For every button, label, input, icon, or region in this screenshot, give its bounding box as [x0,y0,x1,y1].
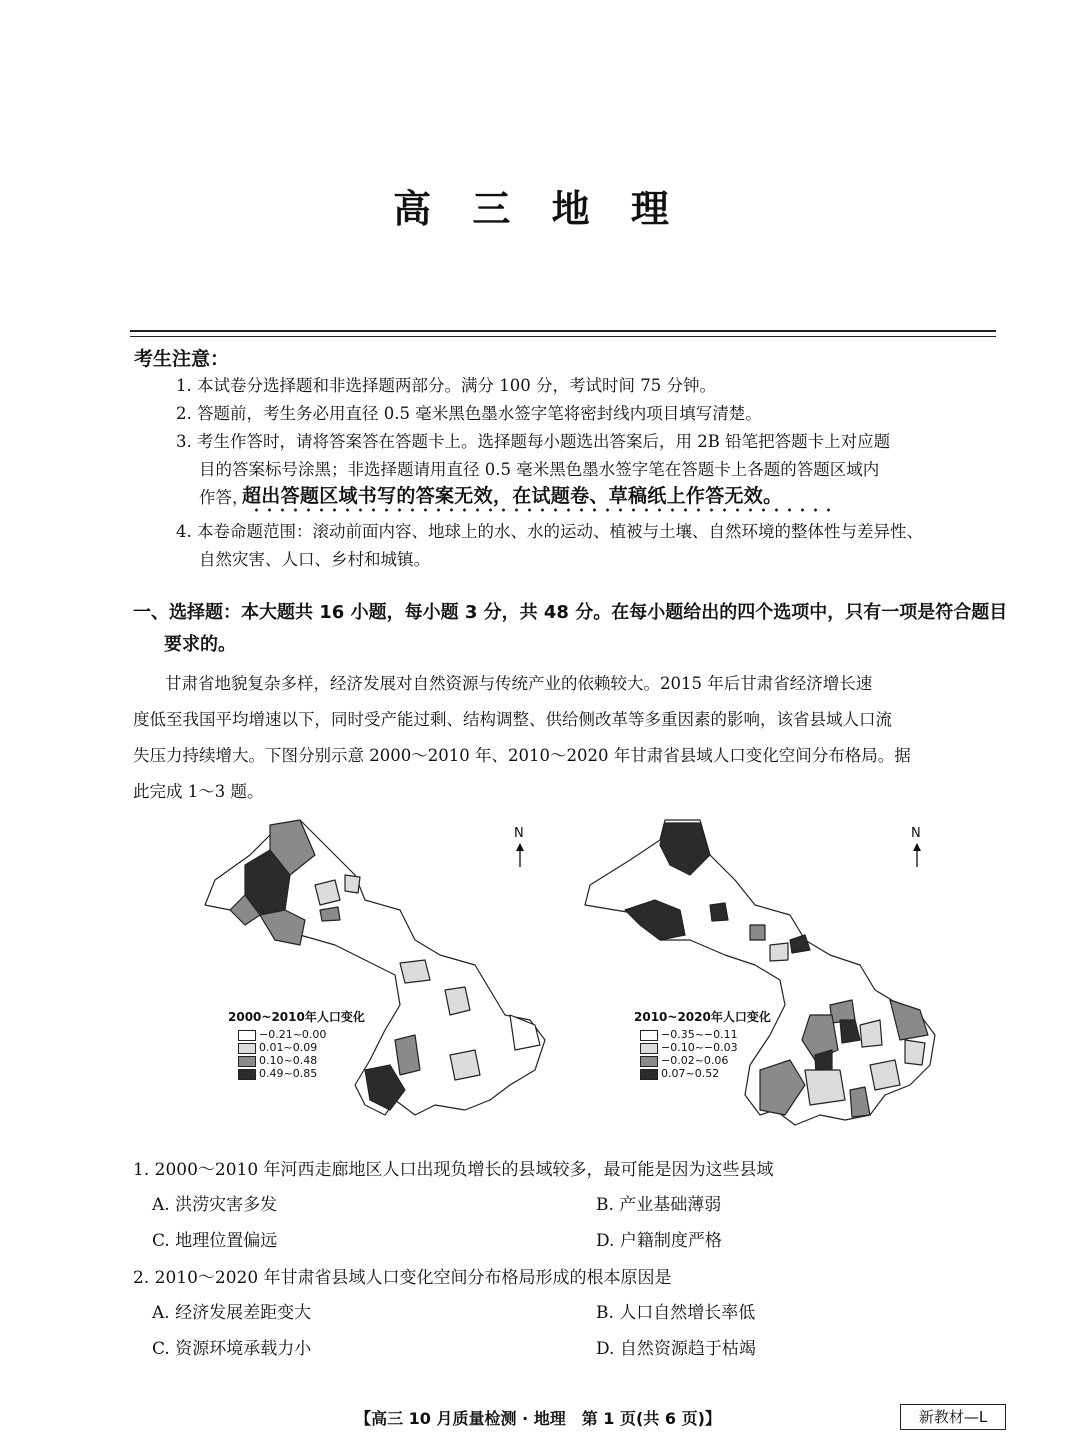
region-light-1 [315,880,340,905]
region-light-2 [860,1020,882,1047]
header-rule-thin [130,336,996,337]
question-2-option-b: B. 人口自然增长率低 [596,1303,756,1323]
question-1-option-c: C. 地理位置偏远 [152,1231,278,1251]
passage-line-2: 度低至我国平均增速以下，同时受产能过剩、结构调整、供给侧改革等多重因素的影响，该省县域人口流 [133,710,892,729]
region-light-4 [445,987,470,1015]
page-footer: 【高三 10 月质量检测 · 地理 第 1 页(共 6 页)】 [355,1409,721,1428]
notice-heading: 考生注意： [134,348,230,370]
north-arrow-icon [912,842,922,868]
legend-swatch [238,1069,256,1080]
legend-label: −0.21~0.00 [259,1028,327,1041]
legend-label: 0.10~0.48 [259,1054,318,1067]
question-2-option-c: C. 资源环境承载力小 [152,1339,312,1359]
region-light-1 [770,943,788,961]
legend-label: −0.02~0.06 [661,1054,729,1067]
passage-line-3: 失压力持续增大。下图分别示意 2000～2010 年、2010～2020 年甘肃省县域人口变化空间分布格局。据 [133,746,911,765]
notice-item-3-cont: 目的答案标号涂黑；非选择题请用直径 0.5 毫米黑色墨水签字笔在答题卡上各题的答题区域内 [199,460,880,479]
question-2-option-a: A. 经济发展差距变大 [152,1303,312,1323]
region-light-5 [870,1060,900,1090]
legend-swatch [640,1069,658,1080]
north-label-right: N [911,826,921,841]
legend-item [640,1054,728,1067]
question-2-stem: 2. 2010～2020 年甘肃省县域人口变化空间分布格局形成的根本原因是 [133,1268,672,1288]
legend-item [640,1028,738,1041]
north-arrow-icon [515,842,525,868]
notice-item-3: 3. 考生作答时，请将答案答在答题卡上。选择题每小题选出答案后，用 2B 铅笔把答题卡上对应题 [176,432,891,451]
question-1-stem: 1. 2000～2010 年河西走廊地区人口出现负增长的县域较多，最可能是因为这些县域 [133,1160,774,1180]
legend-item [238,1028,326,1041]
emphasis-dots [250,508,830,512]
passage-line-4: 此完成 1～3 题。 [133,782,264,801]
legend-item [238,1054,317,1067]
region-light-3 [400,960,430,983]
legend-swatch [238,1056,256,1067]
question-1-option-d: D. 户籍制度严格 [596,1231,722,1251]
legend-label: 0.01~0.09 [259,1041,318,1054]
legend-label: −0.10~−0.03 [661,1041,738,1054]
region-light-4 [805,1070,845,1105]
notice-item-4: 4. 本卷命题范围：滚动前面内容、地球上的水、水的运动、植被与土壤、自然环境的整体性与差异性、 [176,522,923,541]
legend-item [238,1041,317,1054]
region-dark-3 [710,903,728,921]
section-heading: 一、选择题：本大题共 16 小题，每小题 3 分，共 48 分。在每小题给出的四个选项中，只有一项是符合题目 [133,602,1008,623]
north-label-left: N [514,826,524,841]
region-light-2 [345,875,360,893]
legend-item [640,1041,738,1054]
legend-swatch [238,1030,256,1041]
legend-label: 0.49~0.85 [259,1067,318,1080]
legend-title-right: 2010~2020年人口变化 [634,1010,771,1024]
edition-badge: 新教材—L [900,1404,1006,1430]
legend-item [238,1067,317,1080]
header-rule-thick [130,330,996,332]
region-mid-4 [320,907,340,921]
notice-item-3-end: 作答， [199,488,249,507]
page-title: 高 三 地 理 [393,186,683,231]
question-1-option-a: A. 洪涝灾害多发 [152,1195,278,1215]
notice-item-1: 1. 本试卷分选择题和非选择题两部分。满分 100 分，考试时间 75 分钟。 [176,376,716,395]
legend-title-left: 2000~2010年人口变化 [228,1010,365,1024]
legend-label: −0.35~−0.11 [661,1028,738,1041]
notice-item-2: 2. 答题前，考生务必用直径 0.5 毫米黑色墨水签字笔将密封线内项目填写清楚。 [176,404,762,423]
region-light-3 [905,1040,925,1065]
legend-item [640,1067,719,1080]
region-mid-1 [750,925,765,940]
notice-emphasis: 超出答题区域书写的答案无效，在试题卷、草稿纸上作答无效。 [242,485,783,507]
legend-swatch [238,1043,256,1054]
region-mid-5 [395,1035,420,1075]
notice-item-4-cont: 自然灾害、人口、乡村和城镇。 [199,550,430,569]
legend-swatch [640,1030,658,1041]
map-2010-2020 [570,815,970,1135]
section-heading-cont: 要求的。 [164,634,236,655]
legend-swatch [640,1056,658,1067]
legend-label: 0.07~0.52 [661,1067,720,1080]
question-2-option-d: D. 自然资源趋于枯竭 [596,1339,756,1359]
question-1-option-b: B. 产业基础薄弱 [596,1195,722,1215]
region-light-5 [450,1050,480,1080]
passage-line-1: 甘肃省地貌复杂多样，经济发展对自然资源与传统产业的依赖较大。2015 年后甘肃省经济增长速 [165,674,873,693]
legend-swatch [640,1043,658,1054]
